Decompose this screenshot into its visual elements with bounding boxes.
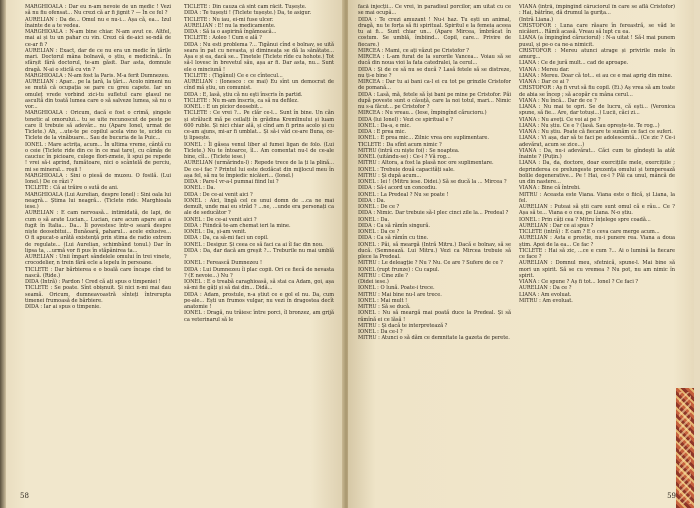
- dialogue-line: TICLETE : Nu iau, ei-mi fuse ulcer.: [184, 16, 274, 23]
- dialogue-line: DIDA : Te tușești ! (Ticlete tușește.) Da, te asigur.: [184, 10, 312, 17]
- dialogue-line: TICLETE : Se poate. Sînt obișnuit. Și nici n-mi mai dau seamă. Oricum, dumneavoastră sînteți întrerupta timenei frumoasă de bărbiere.: [25, 285, 171, 304]
- dialogue-line: IONEL : E un picior deosebit...: [184, 104, 263, 110]
- dialogue-line: IONEL : Păi, să meargă (Intră Mitru.) Dacă e bolnav, să se ducă. (Semnează. Lui Mitru.) Vezi ca Mircea trebuie să plece la Predeal.: [358, 241, 511, 260]
- dialogue-line: LIANA : Nu mai te opri. Se de lucru, că ești... (Veronica spune, să fie... Are, dar totuși...) Lucii, căci zi...: [519, 104, 675, 117]
- dialogue-line: IONEL : Da.: [358, 216, 390, 223]
- dialogue-line: TICLETE : Dar bărbierea e o boală care încape cînd te nască. (Ride.): [25, 266, 171, 279]
- dialogue-line: AURELIAN : Dar ce ai spus ?: [519, 222, 594, 229]
- dialogue-line: VIANA : Mereu dar.: [519, 66, 570, 73]
- dialogue-line: IONEL : Trebuie două capacități sale.: [358, 166, 455, 173]
- dialogue-line: LIANA : Mereu. Doar că tot... ei au ce e mai aprig din mine.: [519, 72, 673, 79]
- dialogue-line: MITRU : Aceasta este Viana. Viana este o fiică, și Liana, la fel.: [519, 191, 675, 204]
- dialogue-line: IONEL : Iei ! (Mitru iese. Didei.) Să se ducă la ... Mircea ?: [358, 179, 507, 185]
- dialogue-line: VIANA : Nu aveți. Ce voi ai pe ?: [519, 116, 601, 123]
- dialogue-line: MIRCEA : Mami, ce ați văzut pe Cristofor ?: [358, 47, 469, 54]
- right-page-column-1: [358, 4, 511, 492]
- dialogue-line: IONEL : Da.: [184, 185, 216, 192]
- dialogue-line: LIANA : Nu știu. Ce e ? (Iasă. Sau oprește-te. Te rog...): [519, 122, 660, 129]
- dialogue-line: IONEL : Da, și-am venit.: [184, 229, 247, 235]
- dialogue-line: VIANA : Bine că întrebi.: [519, 185, 581, 192]
- dialogue-line: AURELIAN : Apar... pe la țară, la țări... Acolo nimeni nu se mută că ocupația se pare cu greu capete. Iar un omuleț vrede vorbind zici-tu sufletul care glasul ne ascultă din toată lumea care o să salveze lumea, să nu o vor...: [25, 79, 171, 110]
- dialogue-line: IONEL : De ce-ai venit aici ?: [184, 216, 257, 223]
- dialogue-line: DIDA : E, lasă, știu că nu eşti înscris în partid.: [184, 91, 303, 98]
- dialogue-line: TICLETE : (Tigănul) Ce e ce cîntecul...: [184, 72, 283, 79]
- dialogue-line: AURELIAN : E! nu la medicamente.: [184, 22, 276, 29]
- dialogue-line: LIANA : Vi așa, dar să te faci pe adolescentă... (Ce zic ? Ce-i adevărat, acum se zice...): [519, 135, 675, 148]
- dialogue-line: DIDA : Da, ca să-mi faci un copil.: [184, 235, 269, 242]
- dialogue-line: DIDA : Da, dar dacă am greșit ?... Treburile nu mai umblă ?: [184, 247, 334, 260]
- dialogue-line: TICLETE : Aoleo ! Cum e ală ?: [184, 35, 262, 42]
- dialogue-line: IONEL : Da ce-l ?: [358, 329, 403, 335]
- dialogue-line: DIDA : Da.: [358, 197, 386, 204]
- dialogue-line: IONEL : Desigur. Și ceea ce să faci ca ai îl fac din nou.: [184, 241, 324, 248]
- dialogue-line: AURELIAN : E cam nervoasă... intimidată, de lapi, de cum o să arate Lucian... Lucian, care acum apare ani a fugit în Italia... Da... Îl povestesc într-o seară despre niște deosebitui... Bunăoară, paharul... acele exlusive... O fi apucat-o arătă existență prin stima de radio extrem de regulate... (Lui Aurelian, schimbând tonul.) Dar în lipsa ta, ...urmă vor fi pus în stăpânirea ta...: [25, 210, 171, 254]
- dialogue-line: IONEL (rupt frunze) : Cu capul.: [358, 266, 440, 273]
- dialogue-line: MARGHIOALA : Oricum, dacă e fost o crimă, șingele tenetic al omorului... tu se uite recunoscut de peste pe care îl trebuie să adevăr... nu (Apare Ionel, urmat de Ticlete.) Ah, ...ute-te pe copilul acela vino te, ucide cu Ticlete de la vinăbuare... Sau de bucuria de la Puic...: [25, 110, 171, 142]
- dialogue-line: LIANA : Da, da, doctore, doar exercițiile mele, exercițiile ; deprinderea ce prelungeste prezența omului și temperează bolile degenerative... Pe ! Hai, ce-i ? Păi ca unul, mâncă de un din nastere...: [519, 160, 675, 185]
- dialogue-line: AURELIAN : (Ionesco : ce mai) Eu sînt un democrat de cînd mă știu, un comunist.: [184, 79, 334, 92]
- dialogue-line: IONEL : Prin câți cea ? Mitru înțelege spre coadă...: [519, 216, 651, 223]
- dialogue-line: IONEL : E o treabă caraghioasă, să stai ca Adam, goi, așa să-mi fie găți și să dai din... Didă...: [184, 279, 334, 292]
- dialogue-line: IONEL : De ce ?: [358, 204, 400, 210]
- dialogue-line: LIANA : Ce de jură mult... cad de aproape.: [519, 60, 629, 67]
- dialogue-line: IONEL : Dragă, nu trăiesc între porci, îl bronzez, am grijă ca veterinarul să le: [184, 310, 334, 323]
- dialogue-line: MITRU : Mai bine nu-l are trece.: [358, 291, 442, 298]
- dialogue-line: AURELIAN : Unii împart sândelele omului în trei vinete, crocodelier, n trein fără ecle a lepelu în persoane.: [25, 254, 171, 267]
- dialogue-line: DIDA : Nu esti problema ?... Tigănui cînd e bolnav, se uită seara în pat cu nevasta, și dimineața se dă la sănătate... Așa e și ea, dacă se... Ținetele (Ticlete rîde cu hohote.) Tot să-l lovesc în brevetul său, așa ar fi. Dar asta, nu... Sunt ele o minciună !: [184, 41, 334, 73]
- dialogue-line: MARGHIOALA : Dar eu n-am nevoie de un medic ! Vezi să nu fiu ofensat... Nu crezi că ar fi jignit ? — În ce fel ?: [25, 4, 171, 17]
- dialogue-line: IONEL : La Predeal ? Nu se poate !: [358, 191, 449, 198]
- dialogue-line: VIANA : Nu știu. Poate că fiecare te sunăm ce faci ce suferi.: [519, 129, 673, 135]
- dialogue-line: IONEL : Mare actrița, acum... În ultima vreme, cântă cu o ceie (Ticlete ride din ce în ce mai tare), cu cămăș de cauciuc în picioare, culege flori-zmeie, îi spui pe repede ! vrei să-i aprind, fumătoare, nici o scântelă de perciu, mi se mineral... roșii !: [25, 141, 171, 173]
- dialogue-line: CRISTOFOR : Aș fi vrut să fiu copil. (Ei.) Aș vrea să am toate de abia se încep ; să acopăr cu mâna cerul...: [519, 85, 675, 98]
- dialogue-line: DIDA : Adam, prostule, n-a știut ce e gol el nu. Da, cum pe-ale... Ești un frumos vulgar, nu vezi în dragostea decît anatomie !: [184, 291, 334, 310]
- dialogue-line: TICLETE : Din cauza că sînt cam răcit. Tușește.: [184, 4, 307, 10]
- dialogue-line: MITRU : Și dacă te interpretează ?: [358, 322, 448, 329]
- left-page: [6, 0, 344, 508]
- dialogue-line: TICLETE : Hai să zic, ...ce e cum ?... Ai o lumină la fiecare ce face ?: [519, 247, 675, 260]
- dialogue-line: TICLETE : Nu m-am înscris, ca să nu defilez.: [184, 97, 299, 104]
- right-page-column-2: [519, 4, 675, 492]
- dialogue-line: IONEL : Mai mult !: [358, 297, 408, 304]
- dialogue-line: IONEL : Ferească Dumnezeu !: [184, 260, 262, 267]
- dialogue-line: DIDA (Intră) : Pardon ! Cred că ați spus o timpeniei !: [25, 279, 161, 285]
- dialogue-line: DIDA (lui Ionel) : Vezi ce spiritual e ?: [358, 116, 453, 123]
- dialogue-line: AURELIAN : Puteai să știi care sunt omul că e râu... Ce ? Așa să te... Viana e o cea, pe Liana. N-o știu.: [519, 204, 675, 217]
- dialogue-line: IONEL : Îl găsea venul liber al fumei ligan de folo. (Lui Ticlete.) Nu te întoarce, îl... Am comentat nu-l de ce-ale bine, cîl... (Ticlete iese.): [184, 141, 334, 160]
- dialogue-line: IONEL : Da-a, e mic.: [358, 122, 411, 129]
- dialogue-line: DIDA : Fiindcă te-am chemat ieri la mine.: [184, 222, 291, 229]
- dialogue-line: DIDA : Iar ai spus o timpenie.: [25, 304, 101, 310]
- dialogue-line: TICLETE : Că ai trăire o sută de ani.: [25, 185, 119, 192]
- dialogue-line: TICLETE : Da sfînt acum nimic ?: [358, 141, 442, 148]
- dialogue-line: DIDA : Ca să rămîn cu tine.: [358, 235, 429, 242]
- dialogue-line: LIANA (a împingînd căruciorul) : N-a uitat ! Să-l mai punem pusul, și pe-o ca ne-a nimicit.: [519, 35, 675, 48]
- dialogue-line: MARGHIOALA : N-am bine chiar. N-am avut ce. Altfel, mai ai și tu un pahar cu vin. Crezi că de-aici se-ndă de ce-ar fi ?: [25, 29, 171, 48]
- dialogue-line: MIRCEA : L-am furat de la surorile Vancea... Voiau să se ducă din noua vioi la fata catedralei, la cerul...: [358, 54, 511, 67]
- dialogue-line: DIDA : E prea mic.: [358, 129, 407, 135]
- dialogue-line: TICLETE (intră) : E cam ? E o ceva care merge acum...: [519, 229, 660, 235]
- dialogue-line: IONEL : Nu să meargă mai poată duce la Predeal. Și să rămînă ei ce lăsă !: [358, 310, 511, 323]
- dialogue-line: IONEL : O lună. Poate-i trece.: [358, 285, 435, 292]
- left-page-number: 58: [20, 492, 29, 500]
- dialogue-line: DIDA : Pare-l vr-a-l pumnai fiind lui ?: [184, 179, 279, 185]
- right-page: [348, 0, 694, 508]
- dialogue-line: IONEL (uitându-se) : Ce-i ? Vă rog...: [358, 154, 451, 160]
- dialogue-line: IONEL : Da ce ?: [358, 229, 400, 235]
- dialogue-line: CRISTOFOR : Mereu atunci atrage și privirile mele în amurg...: [519, 47, 675, 60]
- dialogue-line: DIDA : Să ia o aspirină îngămoacă...: [184, 29, 277, 35]
- dialogue-line: DIDA : Și de ce să nu se ducă ? Lasă fetele să se distreze, nu ți-e bine ?: [358, 66, 511, 79]
- dialogue-line: VIANA : Nu încă... Dar de ce ?: [519, 97, 597, 104]
- dialogue-line: MITRU : Altora, a fost la plasă noc ore suplimentare.: [358, 160, 494, 167]
- dialogue-line: MITRU : Să se ducă.: [358, 304, 411, 310]
- dialogue-line: MIRCEA : Nu vreau... (Iese, împingînd cărucioru.): [358, 110, 487, 117]
- dialogue-line: AURELIAN : Exact, dar de ce nu era un medic în țările mari. Doctorul mâna bolnavă, o știu, e medicină... În sfârșit fără doctorul, te-am găsit. Dar asta, domnule dragă. N-ai o sticlă cu vin ?: [25, 47, 171, 73]
- dialogue-line: DIDA : De ce-ai venit aici ?: [184, 191, 253, 198]
- dialogue-line: (Didei iese.): [358, 279, 389, 285]
- dialogue-line: AURELIAN : Da ce ?: [519, 285, 572, 292]
- dialogue-line: VIANA (intră, împingînd căruciorul în care se află Cristofor) : Hai, bătrîne, dă drumul la gurița...: [519, 4, 675, 17]
- dialogue-line: DIDA : Ca să rămîn singură.: [358, 222, 430, 229]
- dialogue-line: AURELIAN : Asta e prostie, nu-i punere rea. Viana a doua știm. Apoi de la ea... Ce fac ?: [519, 235, 675, 248]
- dialogue-line: VIANA : Da, nu-i adevărat... Căci cum te gîndești la atât înainte ? (Puțin.): [519, 147, 675, 160]
- dialogue-line: MITRU : Cine zile ?: [358, 272, 408, 279]
- dialogue-line: CRISTOFOR : Luna care răsare în fereastră, se văd le nicăieri... Rămîi acasă. Vreau să lupt cu ea.: [519, 22, 675, 35]
- left-page-column-1: [25, 4, 171, 492]
- dialogue-line: DIDA : Lasă, mă, fetele să își bani pe mine pe Cristofor. Păi după poveste sunt o căsuță, care la noi totul, mari... Nimic nu s-a făcut... pe Cristofor ?: [358, 91, 511, 110]
- dialogue-line: DIDA : Să-i acord un concediu.: [358, 185, 437, 192]
- dialogue-line: AURELIAN (urmărindu-l) : Repede trece de la ți la plină... De ce-i fac ? Printul lui este dezlăcat din mijlocul meu în așa fel, să nu te împiedic nicăieri... (Ionel.): [184, 160, 334, 179]
- dialogue-line: MARGHIOALA (Lui Aurelian, despre Ionel) : Sini oala lui neagră... Știma lui neagră... (Ticlete ride. Marghioala iese.): [25, 191, 171, 210]
- dialogue-line: AURELIAN : Da de... Omul nu e nu-i... Așa că, ea... Izul înainte de a te vedea.: [25, 16, 171, 29]
- decorative-bookmark-icon: [676, 388, 694, 508]
- dialogue-line: (Intră Liana.): [519, 16, 554, 23]
- dialogue-line: MARGHIOALA : Sini o piesă de muzeu. O fosilă. (Lui Ionel.) De ce râzi ?: [25, 172, 171, 185]
- right-page-number: 59: [667, 492, 676, 500]
- dialogue-line: MITRU (intră cu niște foi) : Se noaptea.: [358, 147, 460, 154]
- dialogue-line: VIANA : Dar ce ai ?: [519, 79, 569, 85]
- dialogue-line: MITRU : Atunci o să dăm ce demnitate la gazeta de perete.: [358, 335, 510, 342]
- dialogue-line: MITRU : Le deleagție ? Nu ? Nu. Ce are ? Sufere de ce ?: [358, 260, 503, 267]
- dialogue-line: MITRU : Am evoluat.: [519, 297, 573, 304]
- left-page-column-2: [184, 4, 334, 492]
- dialogue-line: VIANA : Ce spune ? Aș fi tot... Ionel ? Ce faci ?: [519, 279, 639, 285]
- dialogue-line: IONEL : Aici, lingă cel ce unui domn de ...ca ne mai demult, unde mai eu străd ? ...ne, ...unde era personați ca ale de seducător ?: [184, 197, 334, 217]
- dialogue-line: facă injecții... Ce vrei, în paradisul porcilor, am uitat cu ce se mai ocupă...: [358, 4, 511, 17]
- dialogue-line: IONEL : E prea mic... Zilnic vrea ore suplimentare.: [358, 135, 489, 142]
- dialogue-line: AURELIAN : Domnul meu, sfetnică, spune-l. Mai bine să mori un spirit. Să se cu vremea ? Nu pot, nu am nimic în spirit.: [519, 260, 675, 279]
- dialogue-line: TICLETE : Ce vrei ?... Pe clăr ce-l... Sunt în bine. Un căn și strălucit mă pe ceilalți în grădina Kremlinului și luam 600 ruble. Și nici chiar ală, și cînd am fi prins acolo și cu ce-am ajuns, mi-ar fi umblat... Și să-i văd ce-are Buna, ce-ți lipsește.: [184, 110, 334, 142]
- dialogue-line: DIDA : Lui Dumnezeu îi plac copii. Ori ce fiecă de nevasta ? (E nevoie...) Nu ?: [184, 266, 334, 279]
- dialogue-line: DIDA : Te crezi amuzant ! Nu-i haz. Tu ești un animal, dragă, nu te forța să fii spiritual. Spiritul e la femeia aceea tu ai fi... Sunt chiar un... (Apare Mircea, îmbrăcat în costum. Se umblă, îmbiind... Copil, care... Privire de fiecare.): [358, 16, 511, 48]
- dialogue-line: LIANA : Am evoluat.: [519, 291, 572, 298]
- dialogue-line: MITRU : Și după acum...: [358, 172, 422, 179]
- dialogue-line: MARGHIOALA : N-am fost la Paris. M-a ferit Dumnezeu.: [25, 72, 170, 79]
- dialogue-line: MIRCEA : Dar tu ai bani ca-l ei cu tot pe grinzile Cristofor de pomană...: [358, 79, 511, 92]
- dialogue-line: DIDA : Nimic. Dar trebuie să-l plec cinci zile la... Predeal ?: [358, 210, 509, 217]
